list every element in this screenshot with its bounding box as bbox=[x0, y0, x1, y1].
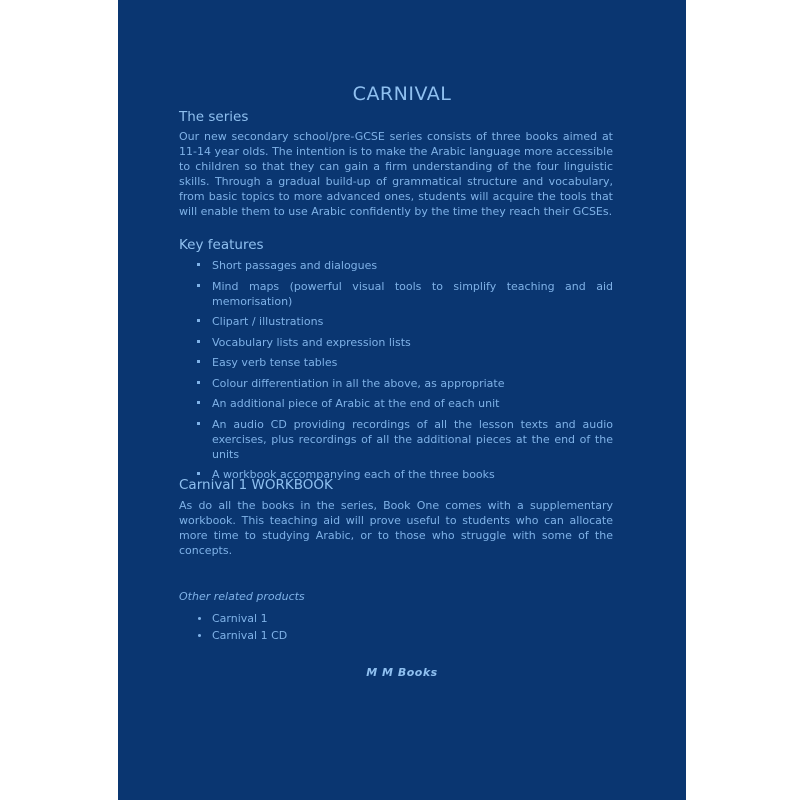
bullet-icon bbox=[197, 340, 200, 343]
book-back-cover bbox=[118, 0, 686, 800]
workbook-heading: Carnival 1 WORKBOOK bbox=[179, 477, 333, 493]
bullet-icon bbox=[197, 360, 200, 363]
bullet-icon bbox=[197, 284, 200, 287]
list-item: Clipart / illustrations bbox=[197, 314, 613, 329]
features-list bbox=[197, 258, 613, 488]
bullet-icon bbox=[197, 422, 200, 425]
list-item: Colour differentiation in all the above, as appropriate bbox=[197, 376, 613, 391]
publisher-logo: M M Books bbox=[366, 666, 438, 679]
list-item: An audio CD providing recordings of all the lesson texts and audio exercises, plus recordings of all the additional pieces at the end of the units bbox=[197, 417, 613, 462]
bullet-icon bbox=[197, 381, 200, 384]
related-products-heading: Other related products bbox=[179, 590, 305, 603]
list-item: Easy verb tense tables bbox=[197, 355, 613, 370]
bullet-icon bbox=[197, 401, 200, 404]
list-item: An additional piece of Arabic at the end of each unit bbox=[197, 396, 613, 411]
bullet-icon bbox=[197, 319, 200, 322]
list-item: A workbook accompanying each of the three books bbox=[197, 467, 613, 482]
list-item: Short passages and dialogues bbox=[197, 258, 613, 273]
workbook-paragraph: As do all the books in the series, Book One comes with a supplementary workbook. This teaching aid will prove useful to students who can allocate more time to studying Arabic, or to those who struggle with some of the concepts. bbox=[179, 499, 613, 557]
series-heading: The series bbox=[179, 109, 249, 125]
related-products-list bbox=[197, 611, 287, 645]
features-heading: Key features bbox=[179, 237, 264, 253]
series-paragraph: Our new secondary school/pre-GCSE series consists of three books aimed at 11-14 year olds. The intention is to make the Arabic language more accessible to children so that they can gain a firm understanding of the four linguistic skills. Through a gradual build-up of grammatical structure and vocabulary, from basic topics to more advanced ones, students will acquire the tools that will enable them to use Arabic confidently by the time they reach their GCSEs. bbox=[179, 130, 613, 218]
list-item: Carnival 1 bbox=[197, 611, 287, 626]
bullet-icon bbox=[198, 634, 201, 637]
bullet-icon bbox=[197, 472, 200, 475]
bullet-icon bbox=[197, 263, 200, 266]
list-item: Carnival 1 CD bbox=[197, 628, 287, 643]
book-title: CARNIVAL bbox=[352, 83, 452, 105]
list-item: Vocabulary lists and expression lists bbox=[197, 335, 613, 350]
list-item: Mind maps (powerful visual tools to simplify teaching and aid memorisation) bbox=[197, 279, 613, 309]
bullet-icon bbox=[198, 617, 201, 620]
